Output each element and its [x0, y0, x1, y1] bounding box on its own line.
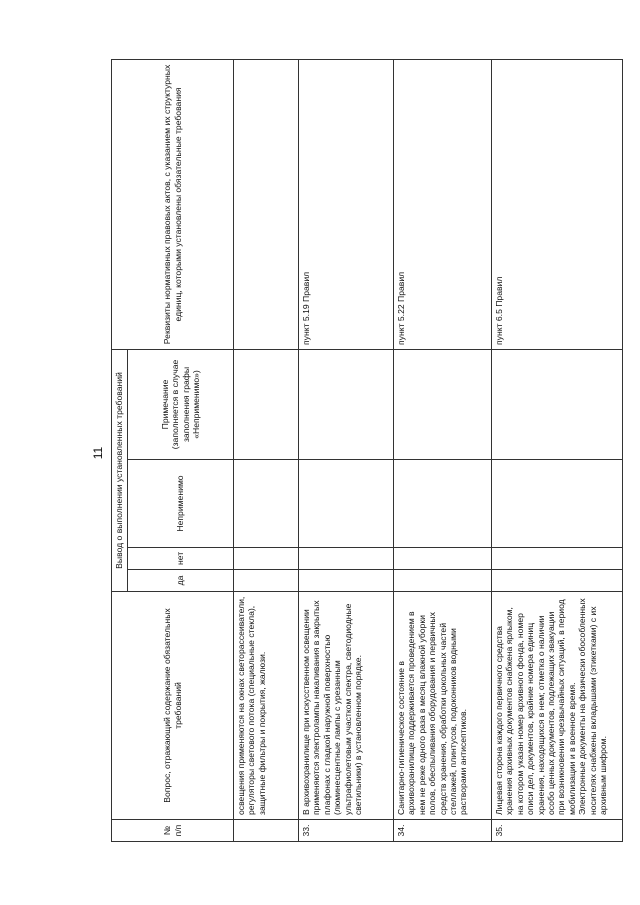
- table-row: [394, 59, 492, 841]
- cell-no: [234, 548, 299, 570]
- cell-note: [492, 349, 623, 459]
- cell-na: [299, 460, 394, 548]
- row-num: 34.: [394, 820, 492, 842]
- cell-na: [234, 460, 299, 548]
- cell-note: [299, 349, 394, 459]
- header-no: нет: [128, 548, 234, 570]
- header-requisites: Реквизиты нормативных правовых актов, с указанием их структурных единиц, которыми установлены обязательные требования: [112, 59, 234, 349]
- cell-yes: [234, 570, 299, 592]
- table-row: [299, 59, 394, 841]
- header-num: № п/п: [112, 820, 234, 842]
- row-num: 33.: [299, 820, 394, 842]
- row-requisites: пункт 5.19 Правил: [299, 59, 394, 349]
- row-requisites: пункт 6.5 Правил: [492, 59, 623, 349]
- row-num: [234, 820, 299, 842]
- header-question: Вопрос, отражающий содержание обязательных требований: [112, 592, 234, 820]
- cell-note: [394, 349, 492, 459]
- row-question: освещения применяются на окнах светорассеиватели, регуляторы светового потока (специальные стекла), защитные фильтры и покрытия, жалюзи.: [234, 592, 299, 820]
- row-question: Санитарно-гигиеническое состояние в архивохранилище поддерживается проведением в нем не реже одного раза в месяц влажной уборки полов, обеспыливания оборудования и первичных средств хранения, обработки цокольных частей стеллажей, плинтусов, подоконников водными растворами антисептиков.: [394, 592, 492, 820]
- requirements-table: [111, 59, 623, 842]
- cell-yes: [299, 570, 394, 592]
- cell-yes: [492, 570, 623, 592]
- cell-note: [234, 349, 299, 459]
- header-na: Неприменимо: [128, 460, 234, 548]
- cell-na: [394, 460, 492, 548]
- header-yes: да: [128, 570, 234, 592]
- rotated-table-wrapper: [111, 60, 623, 842]
- row-requisites: пункт 5.22 Правил: [394, 59, 492, 349]
- row-num: 35.: [492, 820, 623, 842]
- table-row: [492, 59, 623, 841]
- header-conclusion: Вывод о выполнении установленных требований: [112, 349, 128, 591]
- cell-no: [492, 548, 623, 570]
- table-row: [234, 59, 299, 841]
- cell-na: [492, 460, 623, 548]
- cell-no: [394, 548, 492, 570]
- row-requisites: [234, 59, 299, 349]
- header-row-main: [112, 59, 128, 841]
- row-question: В архивохранилище при искусственном освещении применяются электролампы накаливания в закрытых плафонах с гладкой наружной поверхностью (люминесцентные лампы с урезанным ультрафиолетовым участком спектра, светодиодные светильники) в установленном порядке.: [299, 592, 394, 820]
- cell-no: [299, 548, 394, 570]
- page-number: 11: [91, 446, 105, 460]
- header-note: Примечание (заполняется в случае заполнения графы «Неприменимо»): [128, 349, 234, 459]
- row-question: Лицевая сторона каждого первичного средства хранения архивных документов снабжена ярлыком, на котором указан номер архивного фонда, номер описи дел, документов, крайние номера единиц хранения, находящихся в нем; отметка о наличии особо ценных документов, подлежащих эвакуации при возникновении чрезвычайных ситуаций, в период мобилизации и в военное время. Электронные документы на физически обособленных носителях снабжены вкладышами (этикетками) с их архивным шифром.: [492, 592, 623, 820]
- cell-yes: [394, 570, 492, 592]
